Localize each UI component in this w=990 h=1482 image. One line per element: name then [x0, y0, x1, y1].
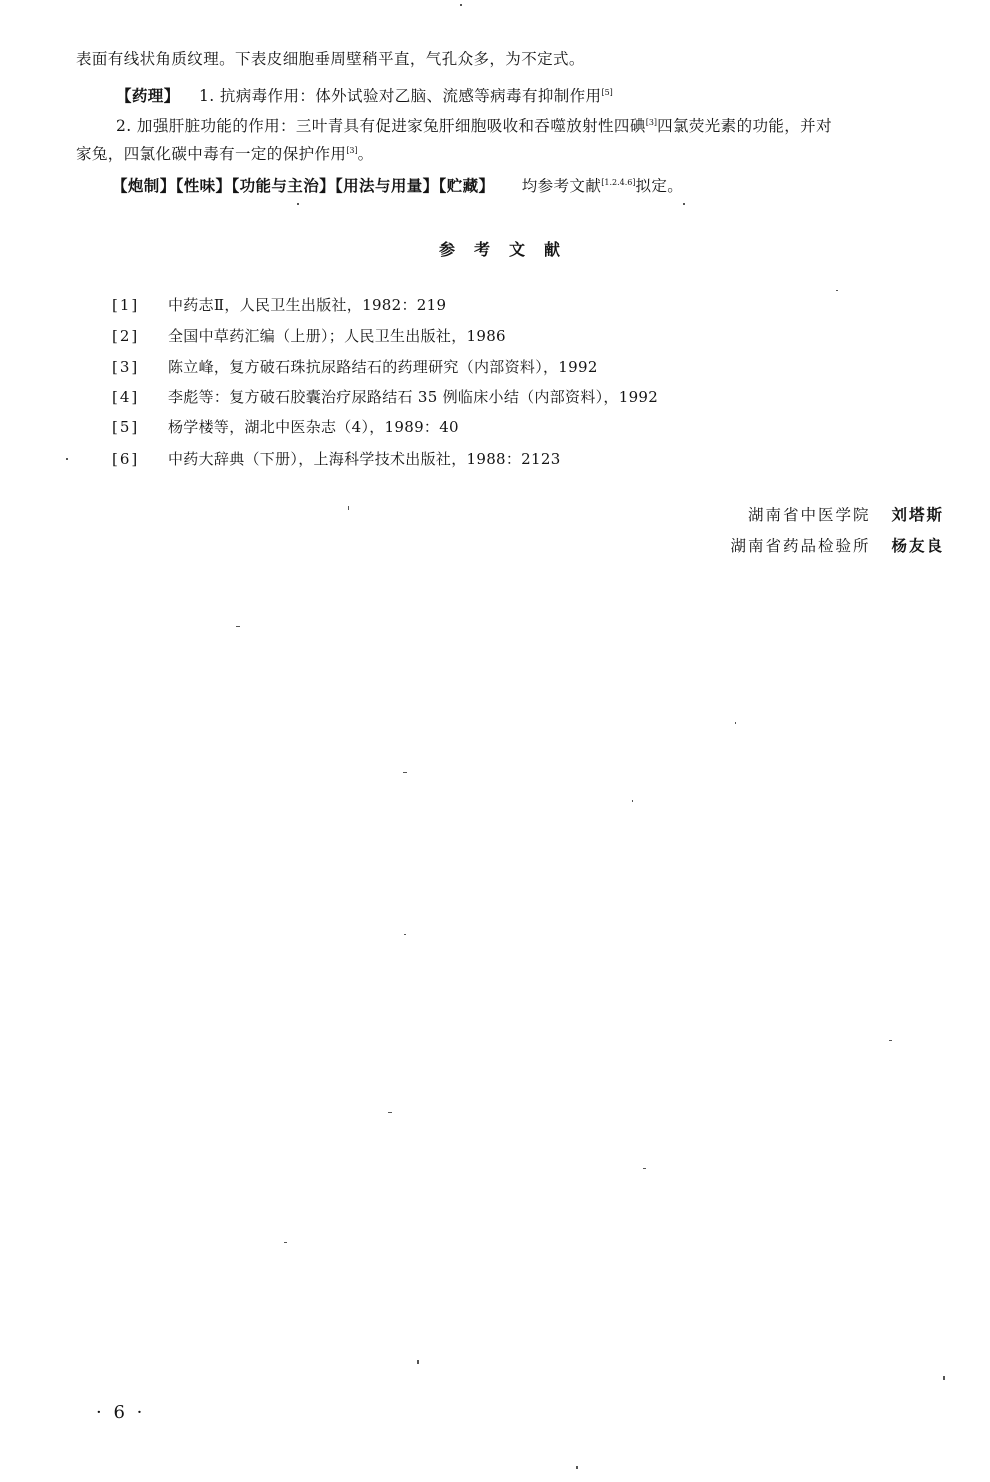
- author-institution: 湖南省药品检验所: [730, 537, 871, 555]
- body-line-4-end: 。: [357, 145, 374, 163]
- scan-speck: [735, 722, 736, 724]
- scan-speck: [348, 506, 349, 510]
- scan-speck: [403, 772, 407, 773]
- pharmacology-ref: [5]: [601, 87, 613, 97]
- body-line-3-ref: [3]: [645, 117, 658, 127]
- scan-speck: [632, 800, 633, 802]
- body-line-3-text: 2. 加强肝脏功能的作用：三叶青具有促进家兔肝细胞吸收和吞噬放射性四碘: [116, 117, 646, 135]
- author-name: 杨友良: [891, 537, 944, 555]
- sections-label: 【炮制】【性味】【功能与主治】【用法与用量】【贮藏】: [112, 177, 495, 195]
- reference-text: 陈立峰，复方破石珠抗尿路结石的药理研究（内部资料），1992: [168, 358, 598, 376]
- scan-speck: [943, 1376, 945, 1380]
- reference-text: 中药大辞典（下册），上海科学技术出版社，1988：2123: [168, 450, 561, 468]
- scan-speck: [297, 203, 299, 205]
- pharmacology-text: 1. 抗病毒作用：体外试验对乙脑、流感等病毒有抑制作用: [198, 87, 602, 105]
- reference-text: 李彪等：复方破石胶囊治疗尿路结石 35 例临床小结（内部资料），1992: [168, 388, 659, 406]
- scan-speck: [576, 1466, 578, 1469]
- author-name: 刘塔斯: [891, 506, 944, 524]
- body-line-4-text: 家兔，四氯化碳中毒有一定的保护作用: [76, 145, 347, 163]
- pharmacology-label: 【药理】: [116, 87, 180, 105]
- author-affiliation: [748, 504, 944, 526]
- body-line-3-end: 四氯荧光素的功能，并对: [657, 117, 832, 135]
- page-number: · 6 ·: [96, 1402, 146, 1423]
- scan-speck: [836, 290, 838, 291]
- reference-text: 中药志Ⅱ，人民卫生出版社，1982：219: [168, 296, 447, 314]
- scan-speck: [404, 934, 406, 935]
- scan-speck: [889, 1040, 892, 1041]
- body-line-1-text: 表面有线状角质纹理。下表皮细胞垂周壁稍平直，气孔众多，为不定式。: [76, 50, 585, 68]
- reference-number: [6]: [112, 450, 140, 468]
- scan-speck: [683, 203, 685, 205]
- body-line-1: [76, 49, 585, 69]
- reference-text: 杨学楼等，湖北中医杂志（4），1989：40: [168, 418, 459, 436]
- sections-line: [112, 176, 683, 196]
- scan-speck: [417, 1360, 419, 1364]
- reference-number: [1]: [112, 296, 140, 314]
- reference-number: [4]: [112, 388, 140, 406]
- body-line-4: [76, 144, 374, 164]
- scan-speck: [388, 1112, 392, 1113]
- author-affiliation: [731, 535, 944, 557]
- scan-speck: [460, 4, 462, 6]
- scan-speck: [643, 1168, 646, 1169]
- scan-speck: [236, 626, 240, 627]
- references-title: 参考文献: [438, 240, 579, 259]
- scan-speck: [66, 458, 68, 460]
- scan-speck: [284, 1242, 287, 1243]
- body-line-3: [116, 116, 832, 136]
- reference-number: [5]: [112, 418, 140, 436]
- sections-end: 拟定。: [635, 177, 684, 195]
- reference-number: [3]: [112, 358, 140, 376]
- body-line-4-ref: [3]: [346, 145, 358, 155]
- sections-text: 均参考文献: [521, 177, 602, 195]
- sections-ref: [1.2.4.6]: [601, 177, 636, 187]
- reference-text: 全国中草药汇编（上册）；人民卫生出版社，1986: [168, 327, 506, 345]
- reference-number: [2]: [112, 327, 140, 345]
- pharmacology-line: [116, 86, 613, 106]
- author-institution: 湖南省中医学院: [748, 506, 871, 524]
